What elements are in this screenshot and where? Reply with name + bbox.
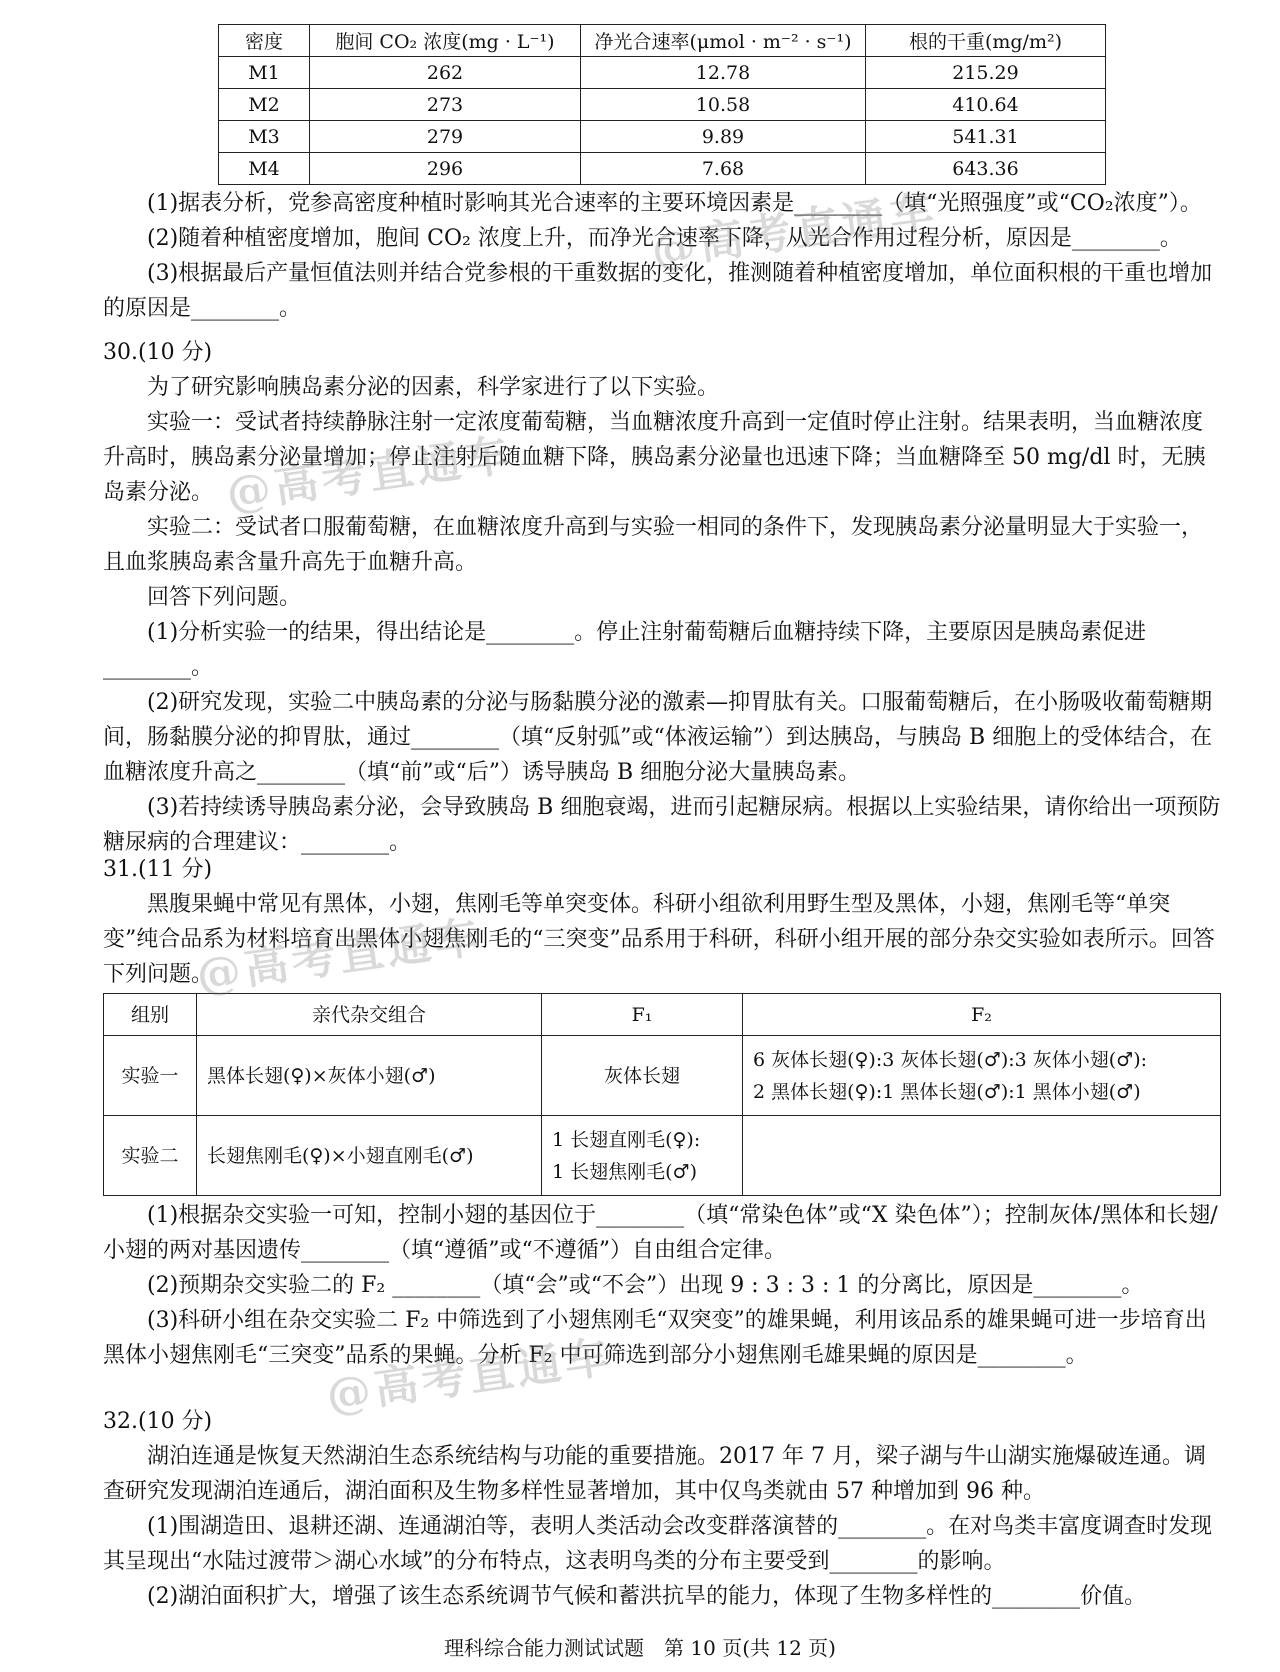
table-row — [219, 89, 1106, 121]
table-cell: 643.36 — [866, 153, 1106, 185]
table-cell: 10.58 — [581, 89, 866, 121]
table-header-row — [104, 994, 1221, 1036]
f1-line: 1 长翅焦刚毛(♂) — [552, 1160, 697, 1183]
table-cell-f2 — [743, 1116, 1221, 1196]
page-footer: 理科综合能力测试试题 第 10 页(共 12 页) — [444, 1636, 836, 1660]
question-31-intro-block — [103, 852, 1221, 992]
table-header-cell: 根的干重(mg/m²) — [866, 25, 1106, 57]
table-cell-f1 — [542, 1036, 743, 1116]
table-cell: 12.78 — [581, 57, 866, 89]
table-header-cell: 密度 — [219, 25, 310, 57]
table-cell: 296 — [310, 153, 581, 185]
question-30-block — [103, 335, 1221, 860]
table-cell-cross: 长翅焦刚毛(♀)×小翅直刚毛(♂) — [197, 1116, 542, 1196]
question-30-experiment-1: 实验一：受试者持续静脉注射一定浓度葡萄糖，当血糖浓度升高到一定值时停止注射。结果表明，当血糖浓度升高时，胰岛素分泌量增加；停止注射后随血糖下降，胰岛素分泌量也迅速下降；当血糖降至 50 mg/dl 时，无胰岛素分泌。 — [103, 410, 1206, 505]
table-cell: 541.31 — [866, 121, 1106, 153]
question-31-part-1: (1)根据杂交实验一可知，控制小翅的基因位于________（填“常染色体”或“X 染色体”）；控制灰体/黑体和长翅/小翅的两对基因遗传________（填“遵循”或“不遵循”）自由组合定律。 — [103, 1203, 1218, 1263]
question-30-experiment-2: 实验二：受试者口服葡萄糖，在血糖浓度升高到与实验一相同的条件下，发现胰岛素分泌量明显大于实验一，且血浆胰岛素含量升高先于血糖升高。 — [103, 515, 1204, 575]
question-32-part-2: (2)湖泊面积扩大，增强了该生态系统调节气候和蓄洪抗旱的能力，体现了生物多样性的________价值。 — [147, 1584, 1147, 1609]
table-cell: M1 — [219, 57, 310, 89]
table-cell: M2 — [219, 89, 310, 121]
table-header-cell: 胞间 CO₂ 浓度(mg · L⁻¹) — [310, 25, 581, 57]
table-cell: 273 — [310, 89, 581, 121]
f2-line: 6 灰体长翅(♀):3 灰体长翅(♂):3 灰体小翅(♂): — [753, 1048, 1148, 1071]
table-row — [104, 1036, 1221, 1116]
question-32-intro: 湖泊连通是恢复天然湖泊生态系统结构与功能的重要措施。2017 年 7 月，梁子湖与牛山湖实施爆破连通。调查研究发现湖泊连通后，湖泊面积及生物多样性显著增加，其中仅鸟类就由 57 种增加到 96 种。 — [103, 1444, 1206, 1504]
question-32-block — [103, 1404, 1221, 1614]
table-cell: M3 — [219, 121, 310, 153]
table-row — [219, 57, 1106, 89]
question-29-part-3: (3)根据最后产量恒值法则并结合党参根的干重数据的变化，推测随着种植密度增加，单位面积根的干重也增加的原因是________。 — [103, 261, 1213, 321]
question-29-block — [103, 186, 1221, 326]
table-row — [219, 121, 1106, 153]
watermark: @高考直通车 — [193, 911, 486, 1002]
table-header-row — [219, 25, 1106, 57]
question-32-heading: 32.(10 分) — [103, 1409, 213, 1434]
f2-line: 2 黑体长翅(♀):1 黑体长翅(♂):1 黑体小翅(♂) — [753, 1080, 1141, 1103]
question-30-part-1: (1)分析实验一的结果，得出结论是________。停止注射葡萄糖后血糖持续下降，主要原因是胰岛素促进________。 — [103, 620, 1147, 680]
table-header-cell: 亲代杂交组合 — [197, 994, 542, 1036]
question-31-heading: 31.(11 分) — [103, 857, 213, 882]
table-row — [219, 153, 1106, 185]
watermark: @高考直通车 — [223, 429, 516, 520]
cross-experiment-table — [103, 993, 1221, 1196]
table-cell: M4 — [219, 153, 310, 185]
table-cell-f2 — [743, 1036, 1221, 1116]
table-cell: 215.29 — [866, 57, 1106, 89]
question-31-intro: 黑腹果蝇中常见有黑体，小翅，焦刚毛等单突变体。科研小组欲利用野生型及黑体，小翅，焦刚毛等“单突变”纯合品系为材料培育出黑体小翅焦刚毛的“三突变”品系用于科研，科研小组开展的部分杂交实验如表所示。回答下列问题。 — [103, 892, 1215, 987]
f1-line: 1 长翅直刚毛(♀): — [552, 1128, 701, 1151]
table-header-cell: 净光合速率(μmol · m⁻² · s⁻¹) — [581, 25, 866, 57]
table-cell-group: 实验一 — [104, 1036, 197, 1116]
table-cell: 279 — [310, 121, 581, 153]
density-data-table — [218, 24, 1106, 185]
f1-line: 灰体长翅 — [603, 1064, 680, 1087]
table-cell: 9.89 — [581, 121, 866, 153]
table-header-cell: F₁ — [542, 994, 743, 1036]
question-30-part-2: (2)研究发现，实验二中胰岛素的分泌与肠黏膜分泌的激素—抑胃肽有关。口服葡萄糖后，在小肠吸收葡萄糖期间，肠黏膜分泌的抑胃肽，通过________（填“反射弧”或“体液运输”）到达胰岛，与胰岛 B 细胞上的受体结合，在血糖浓度升高之________（填“前”或“后”）诱导胰岛 B 细胞分泌大量胰岛素。 — [103, 690, 1213, 785]
question-31-part-3: (3)科研小组在杂交实验二 F₂ 中筛选到了小翅焦刚毛“双突变”的雄果蝇，利用该品系的雄果蝇可进一步培育出黑体小翅焦刚毛“三突变”品系的果蝇。分析 F₂ 中可筛选到部分小翅焦刚毛雄果蝇的原因是________。 — [103, 1308, 1207, 1368]
table-cell-cross: 黑体长翅(♀)×灰体小翅(♂) — [197, 1036, 542, 1116]
table-cell: 262 — [310, 57, 581, 89]
watermark: @高考直通车 — [323, 1331, 616, 1422]
question-29-part-1: (1)据表分析，党参高密度种植时影响其光合速率的主要环境因素是________（填“光照强度”或“CO₂浓度”）。 — [147, 191, 1202, 216]
watermark: @高考直通车 — [648, 186, 941, 277]
table-cell: 7.68 — [581, 153, 866, 185]
table-row — [104, 1116, 1221, 1196]
question-31-parts-block — [103, 1198, 1221, 1373]
question-30-part-3: (3)若持续诱导胰岛素分泌，会导致胰岛 B 细胞衰竭，进而引起糖尿病。根据以上实验结果，请你给出一项预防糖尿病的合理建议：________。 — [103, 795, 1221, 855]
question-31-part-2: (2)预期杂交实验二的 F₂ ________（填“会”或“不会”）出现 9 : 3 : 3 : 1 的分离比，原因是________。 — [147, 1273, 1144, 1298]
question-32-part-1: (1)围湖造田、退耕还湖、连通湖泊等，表明人类活动会改变群落演替的________。在对鸟类丰富度调查时发现其呈现出“水陆过渡带＞湖心水域”的分布特点，这表明鸟类的分布主要受到________的影响。 — [103, 1514, 1213, 1574]
question-30-intro: 为了研究影响胰岛素分泌的因素，科学家进行了以下实验。 — [147, 375, 720, 400]
question-30-heading: 30.(10 分) — [103, 340, 213, 365]
table-header-cell: 组别 — [104, 994, 197, 1036]
question-29-part-2: (2)随着种植密度增加，胞间 CO₂ 浓度上升，而净光合速率下降，从光合作用过程分析，原因是________。 — [147, 226, 1182, 251]
table-header-cell: F₂ — [743, 994, 1221, 1036]
table-cell-f1 — [542, 1116, 743, 1196]
table-cell-group: 实验二 — [104, 1116, 197, 1196]
table-cell: 410.64 — [866, 89, 1106, 121]
question-30-prompt: 回答下列问题。 — [147, 585, 302, 610]
